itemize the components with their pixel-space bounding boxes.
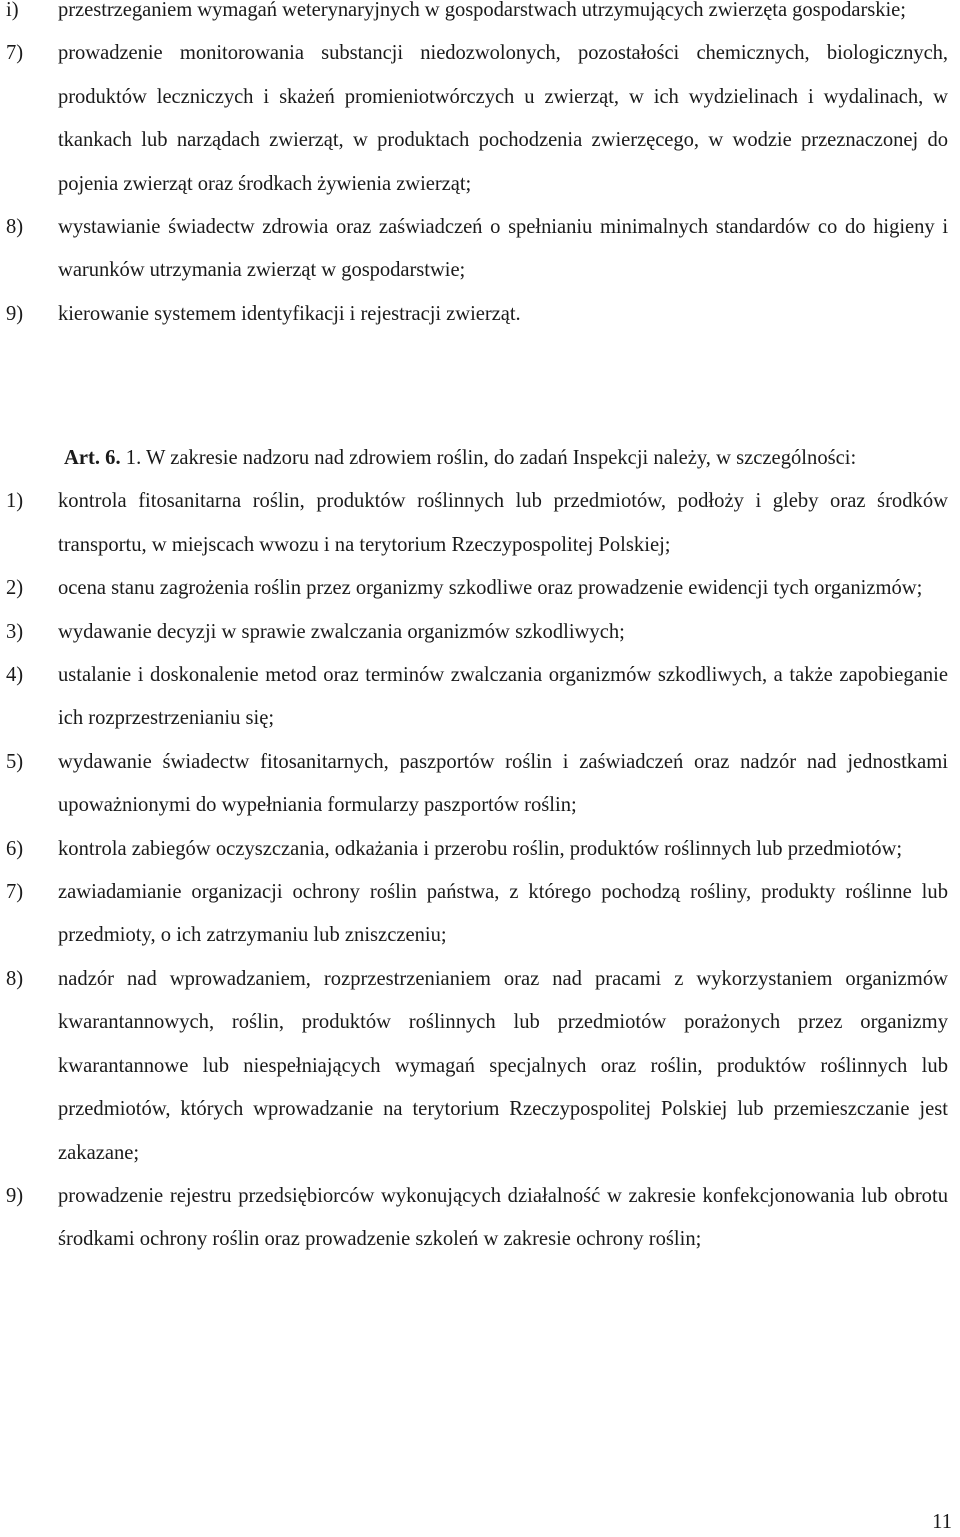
list-item (0, 611, 954, 654)
plant-health-block (0, 437, 954, 1262)
plant-health-tasks-list (0, 480, 954, 1261)
list-item (0, 871, 954, 958)
item-text: prowadzenie rejestru przedsiębiorców wykonujących działalność w zakresie konfekcjonowania lub obrotu środkami ochrony roślin oraz prowadzenie szkoleń w zakresie ochrony roślin; (58, 1184, 948, 1251)
list-item (0, 958, 954, 1175)
veterinary-tasks-list (0, 0, 954, 336)
list-item (0, 828, 954, 871)
item-text: wystawianie świadectw zdrowia oraz zaświadczeń o spełnianiu minimalnych standardów co do higieny i warunków utrzymania zwierząt w gospodarstwie; (58, 216, 948, 282)
list-item (0, 654, 954, 741)
item-text: prowadzenie monitorowania substancji niedozwolonych, pozostałości chemicznych, biologicznych, produktów leczniczych i skażeń promieniotwórczych u zwierząt, w ich wydzielinach i wydalinach, w tkankach lub narządach zwierząt, w produktach pochodzenia zwierzęcego, w wodzie przeznaczonej do pojenia zwierząt oraz środkach żywienia zwierząt; (58, 42, 948, 195)
item-text: przestrzeganiem wymagań weterynaryjnych w gospodarstwach utrzymujących zwierzęta gospodarskie; (58, 0, 906, 21)
item-text: kierowanie systemem identyfikacji i rejestracji zwierząt. (58, 302, 521, 325)
article-heading: Art. 6. (64, 447, 121, 469)
item-text: kontrola zabiegów oczyszczania, odkażania i przerobu roślin, produktów roślinnych lub przedmiotów; (58, 837, 903, 860)
article-paragraph (0, 437, 954, 480)
item-number: 3) (6, 620, 24, 643)
list-item (0, 1175, 954, 1262)
list-item (0, 741, 954, 828)
item-text: ustalanie i doskonalenie metod oraz terminów zwalczania organizmów szkodliwych, a także zapobieganie ich rozprzestrzenianiu się; (58, 664, 948, 730)
item-number: 1) (6, 490, 24, 513)
item-number: 5) (6, 750, 24, 773)
item-text: ocena stanu zagrożenia roślin przez organizmy szkodliwe oraz prowadzenie ewidencji tych organizmów; (58, 577, 923, 600)
item-text: wydawanie świadectw fitosanitarnych, paszportów roślin i zaświadczeń oraz nadzór nad jednostkami upoważnionymi do wypełniania formularzy paszportów roślin; (58, 750, 948, 817)
list-item (0, 32, 954, 206)
item-number: 6) (6, 837, 24, 860)
list-item (0, 206, 954, 293)
item-number: 8) (6, 967, 24, 990)
item-text: kontrola fitosanitarna roślin, produktów roślinnych lub przedmiotów, podłoży i gleby oraz środków transportu, w miejscach wwozu i na terytorium Rzeczypospolitej Polskiej; (58, 490, 948, 556)
list-item (0, 293, 954, 336)
item-text: zawiadamianie organizacji ochrony roślin państwa, z którego pochodzą rośliny, produkty roślinne lub przedmioty, o ich zatrzymaniu lub zniszczeniu; (58, 881, 948, 947)
article-text: 1. W zakresie nadzoru nad zdrowiem roślin, do zadań Inspekcji należy, w szczególności: (120, 447, 857, 469)
item-number: 9) (6, 302, 24, 325)
item-number: 4) (6, 664, 24, 687)
item-text: nadzór nad wprowadzaniem, rozprzestrzenianiem oraz nad pracami z wykorzystaniem organizmów kwarantannowych, roślin, produktów roślinnych lub przedmiotów porażonych przez organizmy kwarantannowe lub niespełniających wymagań specjalnych oraz roślin, produktów roślinnych lub przedmiotów, których wprowadzanie na terytorium Rzeczypospolitej Polskiej lub przemieszczanie jest zakazane; (58, 967, 948, 1164)
item-number: i) (6, 0, 19, 21)
item-number: 8) (6, 216, 24, 239)
item-number: 7) (6, 42, 24, 65)
list-item (0, 567, 954, 610)
item-text: wydawanie decyzji w sprawie zwalczania organizmów szkodliwych; (58, 620, 625, 643)
list-item (0, 480, 954, 567)
item-number: 7) (6, 881, 24, 904)
veterinary-tasks-block (0, 0, 954, 336)
item-number: 2) (6, 577, 24, 600)
list-item (0, 0, 954, 32)
page-number: 11 (932, 1511, 952, 1533)
item-number: 9) (6, 1184, 24, 1207)
